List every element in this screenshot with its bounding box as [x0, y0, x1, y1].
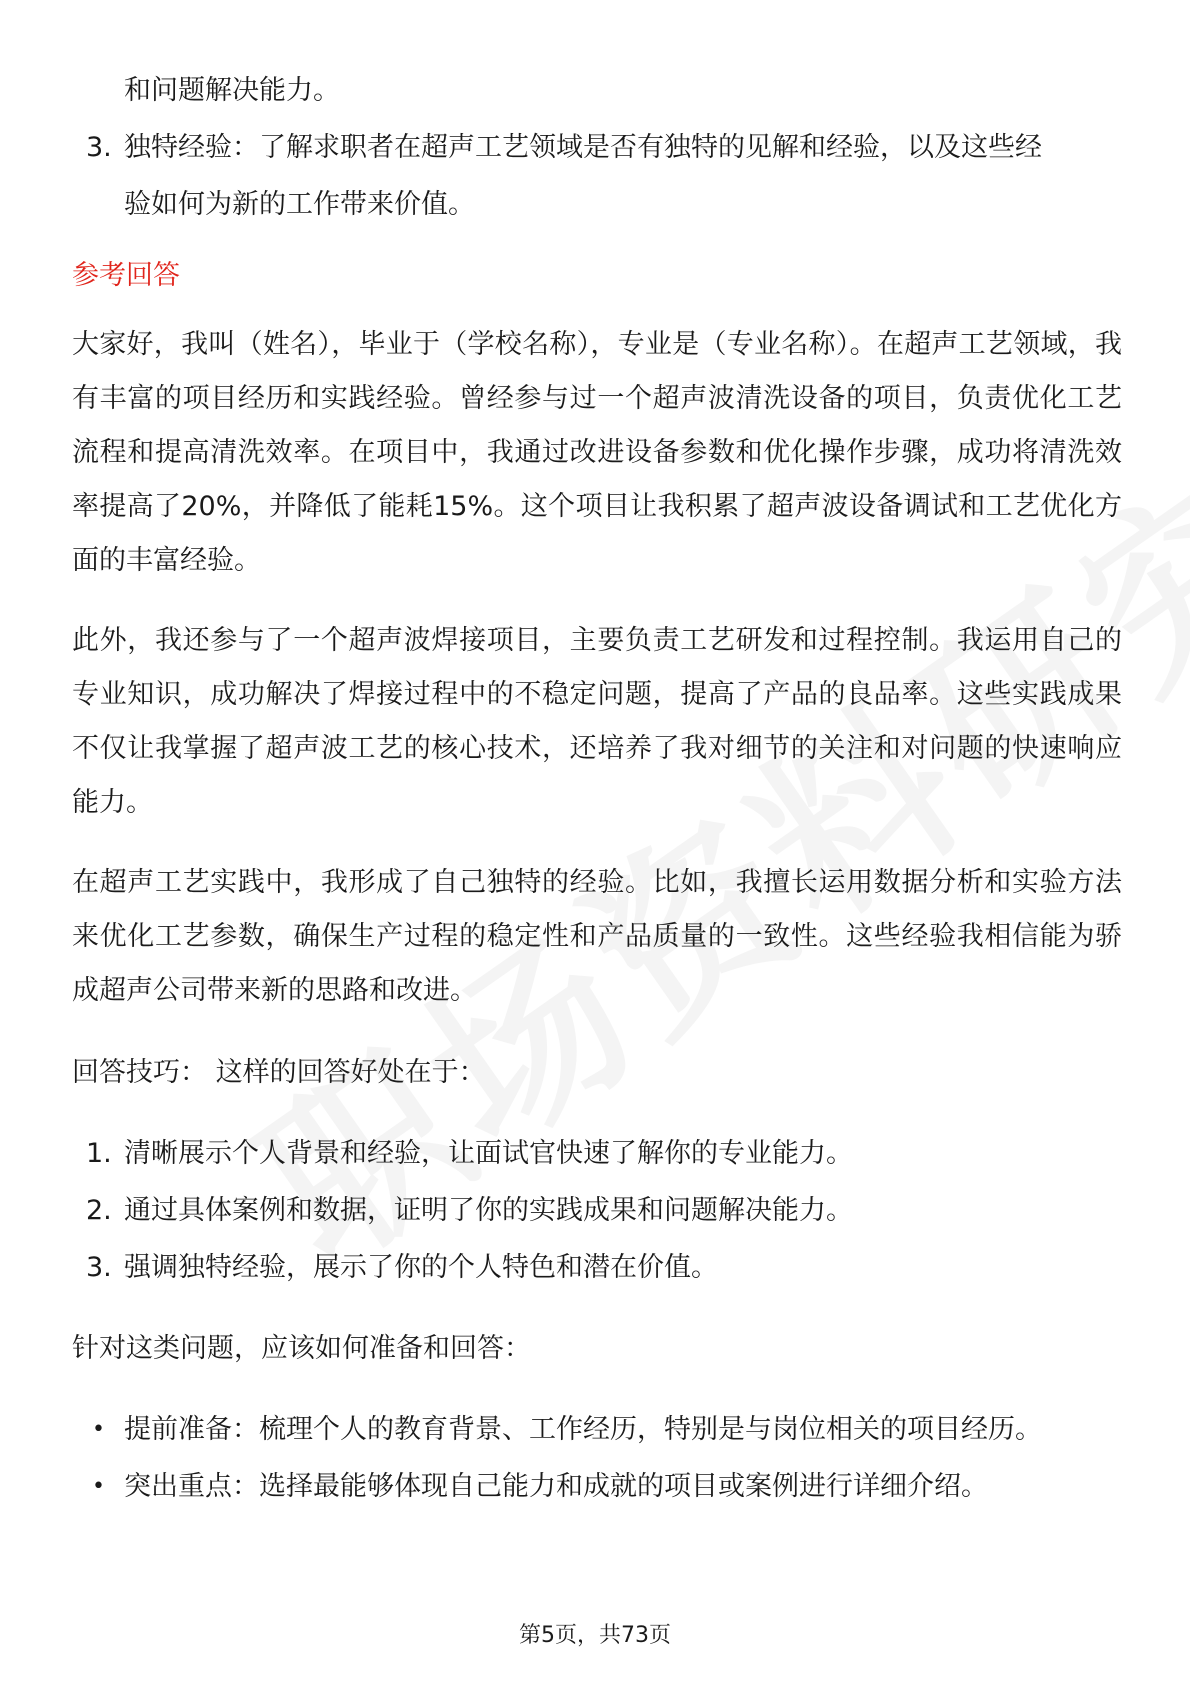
- list-item-text: 突出重点：选择最能够体现自己能力和成就的项目或案例进行详细介绍。: [124, 1471, 988, 1502]
- list-marker: 1.: [86, 1138, 112, 1169]
- list-marker: 3.: [86, 1252, 112, 1283]
- answer-paragraph-2: 此外，我还参与了一个超声波焊接项目，主要负责工艺研发和过程控制。我运用自己的专业知识，成功解决了焊接过程中的不稳定问题，提高了产品的良品率。这些实践成果不仅让我掌握了超声波工艺的核心技术，还培养了我对细节的关注和对问题的快速响应能力。: [72, 625, 1122, 818]
- list-item-text: 清晰展示个人背景和经验，让面试官快速了解你的专业能力。: [124, 1138, 853, 1169]
- list-item-continuation: 和问题解决能力。: [124, 75, 340, 106]
- answer-paragraph-1: 大家好，我叫（姓名），毕业于（学校名称），专业是（专业名称）。在超声工艺领域，我有丰富的项目经历和实践经验。曾经参与过一个超声波清洗设备的项目，负责优化工艺流程和提高清洗效率。在项目中，我通过改进设备参数和优化操作步骤，成功将清洗效率提高了20%，并降低了能耗15%。这个项目让我积累了超声波设备调试和工艺优化方面的丰富经验。: [72, 329, 1122, 576]
- list-item-text: 提前准备：梳理个人的教育背景、工作经历，特别是与岗位相关的项目经历。: [124, 1414, 1042, 1445]
- list-item-continuation: 验如何为新的工作带来价值。: [124, 189, 475, 220]
- list-item: [72, 1182, 1122, 1239]
- prep-heading: 针对这类问题，应该如何准备和回答：: [72, 1333, 531, 1364]
- bullet-icon: •: [92, 1417, 105, 1442]
- tips-list: [72, 1125, 1122, 1296]
- page-content: [72, 62, 1122, 1515]
- list-item: [72, 1401, 1122, 1458]
- list-item: [72, 119, 1122, 176]
- list-marker: 3.: [86, 132, 112, 163]
- list-item: [72, 1239, 1122, 1296]
- list-marker: 2.: [86, 1195, 112, 1226]
- prep-list: [72, 1401, 1122, 1515]
- list-item-text: 强调独特经验，展示了你的个人特色和潜在价值。: [124, 1252, 718, 1283]
- section-title: 参考回答: [72, 260, 180, 291]
- page-number: 第5页，共73页: [519, 1623, 671, 1648]
- list-item-text: 通过具体案例和数据，证明了你的实践成果和问题解决能力。: [124, 1195, 853, 1226]
- tips-heading: 回答技巧： 这样的回答好处在于：: [72, 1057, 486, 1088]
- answer-paragraph-3: 在超声工艺实践中，我形成了自己独特的经验。比如，我擅长运用数据分析和实验方法来优化工艺参数，确保生产过程的稳定性和产品质量的一致性。这些经验我相信能为骄成超声公司带来新的思路和改进。: [72, 867, 1122, 1006]
- list-item: [72, 1458, 1122, 1515]
- list-item-text: 独特经验：了解求职者在超声工艺领域是否有独特的见解和经验，以及这些经: [124, 132, 1042, 163]
- list-item: [72, 1125, 1122, 1182]
- bullet-icon: •: [92, 1474, 105, 1499]
